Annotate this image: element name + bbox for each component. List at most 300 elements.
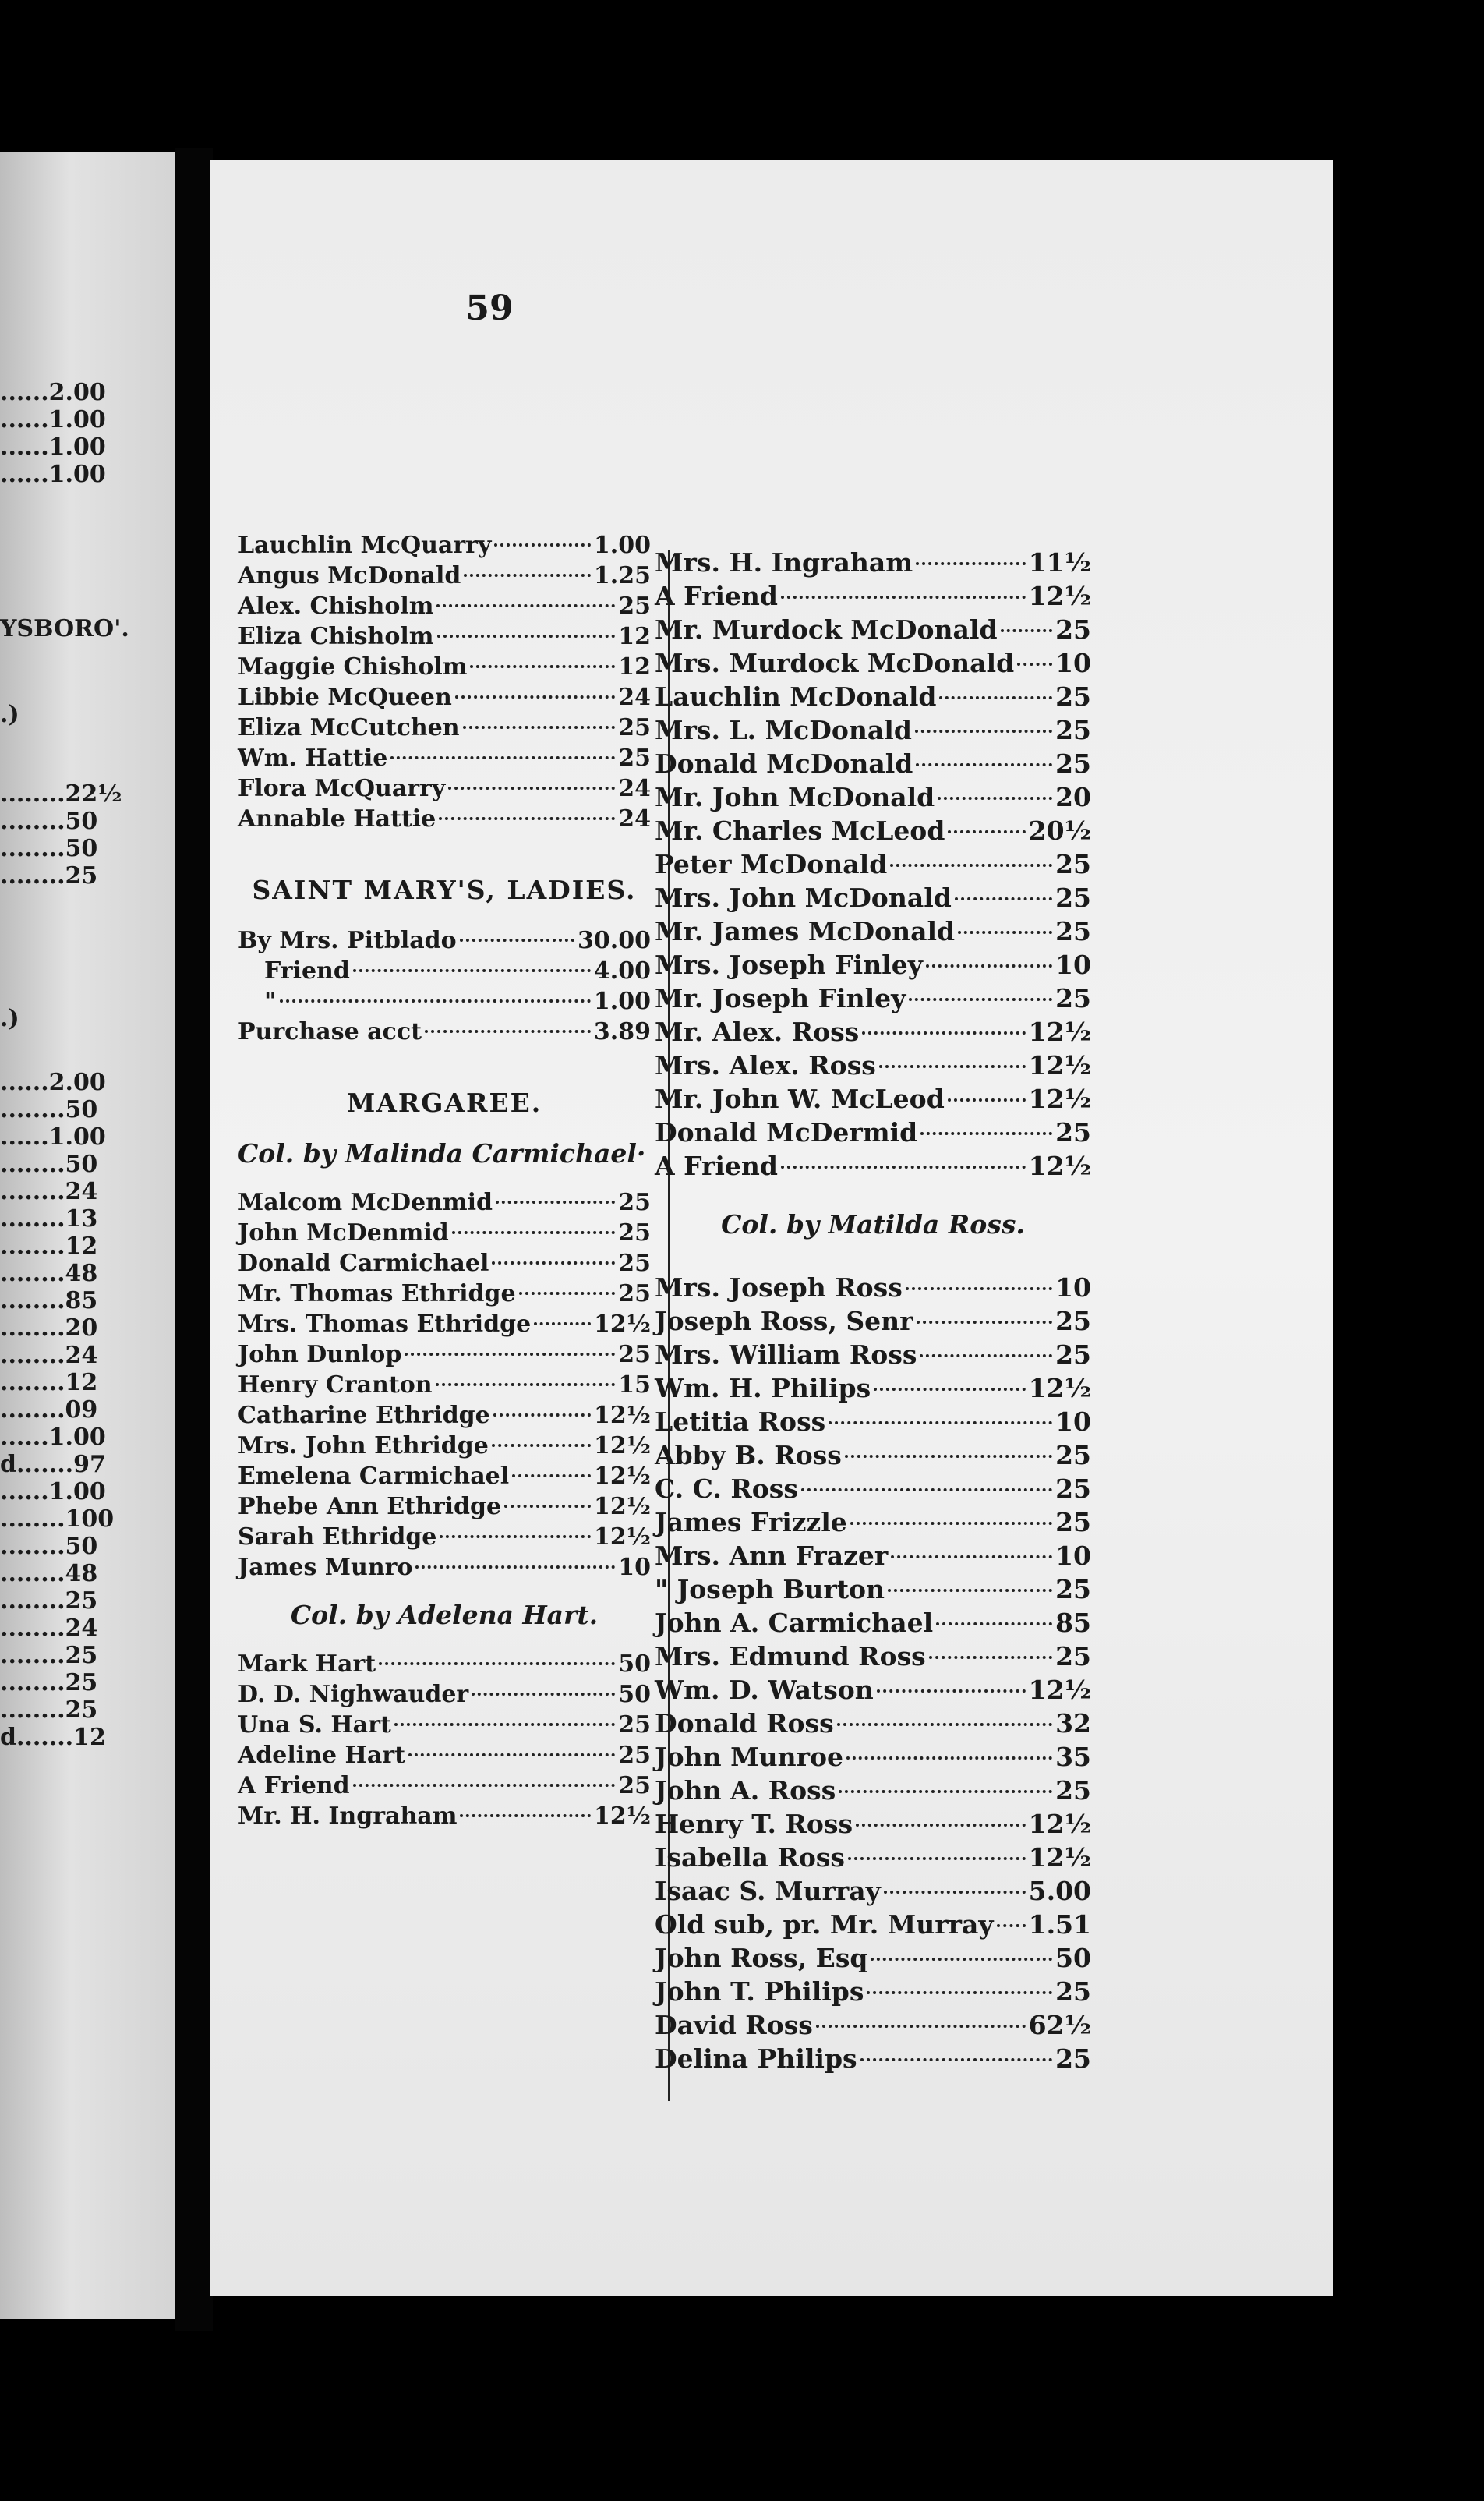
entry-amount: 4.00 bbox=[593, 957, 651, 985]
entry-name: Catharine Ethridge bbox=[238, 1402, 490, 1429]
ledger-entry bbox=[238, 925, 651, 956]
ledger-entry bbox=[655, 613, 1091, 646]
left-page-fragment-text: ......1.00 bbox=[0, 406, 106, 433]
ledger-entry bbox=[238, 1710, 651, 1740]
entry-name: John Ross, Esq bbox=[655, 1943, 868, 1973]
entry-amount: 12½ bbox=[1028, 1809, 1091, 1839]
dot-leader bbox=[492, 1444, 591, 1447]
ledger-entry bbox=[655, 1707, 1091, 1740]
ledger-entry bbox=[655, 680, 1091, 713]
entry-name: " bbox=[264, 988, 277, 1015]
ledger-entry bbox=[238, 1339, 651, 1370]
entry-amount: 25 bbox=[618, 1280, 651, 1307]
dot-leader bbox=[452, 1231, 615, 1234]
dot-leader bbox=[877, 1689, 1026, 1693]
entry-amount: 12 bbox=[618, 653, 651, 681]
dot-leader bbox=[781, 1166, 1026, 1169]
ledger-entry bbox=[238, 1461, 651, 1491]
entry-name: James Frizzle bbox=[655, 1507, 847, 1537]
entry-amount: 25 bbox=[1055, 748, 1091, 779]
ledger-entry bbox=[655, 1774, 1091, 1807]
ledger-entry bbox=[655, 1606, 1091, 1640]
dot-leader bbox=[448, 787, 615, 790]
left-page-fragment-text: d.......12 bbox=[0, 1724, 106, 1751]
left-page-fragment-text: ........12 bbox=[0, 1369, 98, 1396]
ledger-entry bbox=[655, 780, 1091, 814]
entry-name: Mr. Thomas Ethridge bbox=[238, 1280, 516, 1307]
dot-leader bbox=[455, 695, 615, 699]
entry-name: Lauchlin McDonald bbox=[655, 681, 937, 712]
left-page-fragment-text: ........25 bbox=[0, 1642, 98, 1669]
left-page-fragment-text: YSBORO'. bbox=[0, 615, 129, 642]
entry-amount: 50 bbox=[618, 1650, 651, 1678]
dot-leader bbox=[390, 756, 615, 759]
entry-amount: 25 bbox=[618, 1341, 651, 1368]
hart-list bbox=[238, 1649, 651, 1831]
entry-amount: 25 bbox=[618, 1742, 651, 1769]
entry-name: Maggie Chisholm bbox=[238, 653, 468, 681]
ledger-entry bbox=[655, 1740, 1091, 1774]
entry-amount: 12½ bbox=[593, 1463, 651, 1490]
ledger-entry bbox=[238, 1552, 651, 1583]
book-gutter bbox=[175, 148, 213, 2331]
left-page-fragment-text: ........22½ bbox=[0, 780, 122, 808]
entry-name: John Dunlop bbox=[238, 1341, 402, 1368]
entry-name: Peter McDonald bbox=[655, 849, 888, 879]
left-page-fragment-text: ........100 bbox=[0, 1505, 115, 1533]
entry-name: Henry Cranton bbox=[238, 1371, 433, 1399]
ross-list bbox=[655, 1271, 1091, 2075]
dot-leader bbox=[425, 1030, 591, 1033]
entry-amount: 50 bbox=[618, 1681, 651, 1708]
entry-name: " Joseph Burton bbox=[655, 1574, 885, 1604]
ledger-entry bbox=[655, 1338, 1091, 1371]
entry-amount: 10 bbox=[1055, 648, 1091, 678]
entry-amount: 12½ bbox=[1028, 1842, 1091, 1873]
dot-leader bbox=[405, 1353, 615, 1356]
left-page-fragment-text: ........85 bbox=[0, 1287, 98, 1314]
right-column bbox=[655, 546, 1091, 2075]
ledger-entry bbox=[238, 530, 651, 561]
left-page-fragment-text: ......2.00 bbox=[0, 379, 106, 406]
ledger-entry bbox=[655, 1304, 1091, 1338]
left-page-fragment-text: ........48 bbox=[0, 1560, 98, 1587]
left-page-fragment-text: ........20 bbox=[0, 1314, 98, 1342]
entry-amount: 25 bbox=[1055, 1976, 1091, 2007]
dot-leader bbox=[920, 1132, 1052, 1135]
entry-name: A Friend bbox=[655, 581, 778, 611]
entry-name: Libbie McQueen bbox=[238, 684, 452, 711]
ledger-entry bbox=[238, 591, 651, 621]
entry-amount: 12½ bbox=[593, 1493, 651, 1520]
entry-name: D. D. Nighwauder bbox=[238, 1681, 469, 1708]
entry-name: Mrs. John Ethridge bbox=[238, 1432, 489, 1459]
entry-amount: 25 bbox=[1055, 1339, 1091, 1370]
dot-leader bbox=[512, 1474, 591, 1477]
left-page-fragment-text: ........50 bbox=[0, 835, 98, 862]
ledger-entry bbox=[238, 1771, 651, 1801]
ledger-entry bbox=[655, 1572, 1091, 1606]
dot-leader bbox=[408, 1753, 615, 1756]
dot-leader bbox=[464, 574, 591, 577]
ledger-entry bbox=[655, 1116, 1091, 1149]
entry-name: Mrs. L. McDonald bbox=[655, 715, 912, 745]
entry-amount: 25 bbox=[618, 745, 651, 772]
dot-leader bbox=[862, 1031, 1025, 1035]
ledger-entry bbox=[655, 1807, 1091, 1841]
entry-amount: 85 bbox=[1055, 1608, 1091, 1638]
entry-name: Mr. Alex. Ross bbox=[655, 1017, 860, 1047]
dot-leader bbox=[504, 1505, 591, 1508]
entry-name: Una S. Hart bbox=[238, 1711, 391, 1739]
ledger-entry bbox=[238, 1522, 651, 1552]
ledger-entry bbox=[655, 1874, 1091, 1908]
ledger-entry bbox=[655, 1975, 1091, 2008]
entry-name: James Munro bbox=[238, 1554, 413, 1581]
entry-name: Flora McQuarry bbox=[238, 775, 446, 802]
entry-name: Donald Ross bbox=[655, 1708, 834, 1739]
left-page-fragment-text: ........50 bbox=[0, 1533, 98, 1560]
entry-name: Mr. John W. McLeod bbox=[655, 1084, 945, 1114]
ledger-entry bbox=[238, 986, 651, 1017]
left-page-fragment-text: ........13 bbox=[0, 1205, 98, 1233]
group-right-top bbox=[655, 546, 1091, 1183]
entry-name: Wm. H. Philips bbox=[655, 1373, 871, 1403]
entry-amount: 12½ bbox=[1028, 1017, 1091, 1047]
dot-leader bbox=[856, 1824, 1026, 1827]
entry-amount: 25 bbox=[618, 1219, 651, 1247]
entry-name: Mrs. John McDonald bbox=[655, 883, 952, 913]
entry-name: Angus McDonald bbox=[238, 562, 461, 589]
dot-leader bbox=[1001, 629, 1053, 632]
entry-amount: 25 bbox=[1055, 916, 1091, 946]
entry-amount: 12½ bbox=[1028, 581, 1091, 611]
margaree-heading: MARGAREE. bbox=[346, 1088, 542, 1118]
left-page-fragment-text: ........50 bbox=[0, 1096, 98, 1123]
left-page-fragment-text: ......1.00 bbox=[0, 1478, 106, 1505]
dot-leader bbox=[493, 1413, 591, 1417]
entry-name: Mr. Joseph Finley bbox=[655, 983, 906, 1013]
entry-name: Phebe Ann Ethridge bbox=[238, 1493, 502, 1520]
dot-leader bbox=[816, 2025, 1026, 2028]
dot-leader bbox=[890, 864, 1052, 867]
entry-amount: 15 bbox=[618, 1371, 651, 1399]
entry-name: C. C. Ross bbox=[655, 1473, 798, 1504]
entry-amount: 10 bbox=[1055, 1406, 1091, 1437]
left-page-fragment-text: ......2.00 bbox=[0, 1069, 106, 1096]
dot-leader bbox=[909, 998, 1052, 1001]
entry-amount: 32 bbox=[1055, 1708, 1091, 1739]
ledger-entry bbox=[655, 1941, 1091, 1975]
entry-amount: 25 bbox=[1055, 681, 1091, 712]
ledger-entry bbox=[238, 1491, 651, 1522]
entry-name: Mr. James McDonald bbox=[655, 916, 956, 946]
left-page-fragment-text: ........09 bbox=[0, 1396, 98, 1424]
entry-amount: 25 bbox=[1055, 1574, 1091, 1604]
ledger-entry bbox=[238, 1370, 651, 1400]
entry-name: Adeline Hart bbox=[238, 1742, 405, 1769]
dot-leader bbox=[891, 1555, 1052, 1558]
left-page-fragment-text: .) bbox=[0, 1005, 19, 1032]
dot-leader bbox=[439, 817, 615, 820]
ledger-entry bbox=[238, 682, 651, 713]
left-page-fragment bbox=[0, 152, 175, 2319]
dot-leader bbox=[848, 1857, 1026, 1860]
ledger-entry bbox=[655, 2008, 1091, 2042]
dot-leader bbox=[280, 999, 591, 1003]
left-page-fragment-text: ........25 bbox=[0, 1696, 98, 1724]
left-page-fragment-text: ........24 bbox=[0, 1615, 98, 1642]
dot-leader bbox=[871, 1958, 1052, 1961]
ledger-entry bbox=[655, 1472, 1091, 1505]
entry-amount: 35 bbox=[1055, 1742, 1091, 1772]
ledger-entry bbox=[238, 1649, 651, 1679]
ledger-entry bbox=[655, 1505, 1091, 1539]
dot-leader bbox=[353, 969, 591, 972]
dot-leader bbox=[437, 635, 616, 638]
entry-amount: 20 bbox=[1055, 782, 1091, 812]
entry-amount: 25 bbox=[1055, 1473, 1091, 1504]
ledger-entry bbox=[655, 747, 1091, 780]
entry-name: Eliza Chisholm bbox=[238, 623, 434, 650]
ledger-entry bbox=[655, 1908, 1091, 1941]
entry-name: Friend bbox=[264, 957, 350, 985]
entry-name: Abby B. Ross bbox=[655, 1440, 842, 1470]
ledger-entry bbox=[238, 561, 651, 591]
dot-leader bbox=[394, 1723, 615, 1726]
dot-leader bbox=[916, 763, 1052, 766]
ledger-entry bbox=[655, 1371, 1091, 1405]
ledger-entry bbox=[238, 1187, 651, 1218]
entry-name: Isaac S. Murray bbox=[655, 1876, 881, 1906]
entry-amount: 12½ bbox=[1028, 1050, 1091, 1081]
left-page-fragment-text: ........24 bbox=[0, 1178, 98, 1205]
entry-name: Alex. Chisholm bbox=[238, 593, 434, 620]
entry-amount: 25 bbox=[618, 593, 651, 620]
entry-name: Isabella Ross bbox=[655, 1842, 846, 1873]
ledger-entry bbox=[655, 1841, 1091, 1874]
ledger-entry bbox=[238, 1017, 651, 1047]
entry-amount: 12½ bbox=[593, 1311, 651, 1338]
ledger-entry bbox=[655, 814, 1091, 847]
entry-amount: 50 bbox=[1055, 1943, 1091, 1973]
dot-leader bbox=[492, 1261, 615, 1265]
entry-amount: 25 bbox=[1055, 849, 1091, 879]
dot-leader bbox=[955, 897, 1052, 900]
dot-leader bbox=[1017, 663, 1052, 666]
entry-amount: 25 bbox=[1055, 715, 1091, 745]
hart-heading: Col. by Adelena Hart. bbox=[290, 1600, 599, 1630]
dot-leader bbox=[948, 1098, 1026, 1102]
entry-name: John McDenmid bbox=[238, 1219, 449, 1247]
left-page-fragment-text: ......1.00 bbox=[0, 1424, 106, 1451]
dot-leader bbox=[436, 1383, 616, 1386]
entry-name: Joseph Ross, Senr bbox=[655, 1306, 913, 1336]
entry-amount: 12½ bbox=[1028, 1151, 1091, 1181]
entry-amount: 3.89 bbox=[593, 1018, 651, 1045]
entry-name: Mrs. William Ross bbox=[655, 1339, 917, 1370]
ledger-entry bbox=[238, 1400, 651, 1431]
dot-leader bbox=[460, 1814, 591, 1817]
saint-marys-heading: SAINT MARY'S, LADIES. bbox=[252, 875, 637, 905]
entry-amount: 24 bbox=[618, 805, 651, 833]
dot-leader bbox=[379, 1662, 615, 1665]
entry-name: Mr. Murdock McDonald bbox=[655, 614, 998, 645]
entry-amount: 12½ bbox=[593, 1523, 651, 1551]
dot-leader bbox=[884, 1891, 1026, 1894]
dot-leader bbox=[939, 696, 1052, 699]
entry-amount: 12½ bbox=[593, 1802, 651, 1830]
dot-leader bbox=[519, 1292, 616, 1295]
group-left-top bbox=[238, 530, 651, 834]
entry-amount: 25 bbox=[1055, 1641, 1091, 1671]
ledger-entry bbox=[238, 1801, 651, 1831]
ledger-entry bbox=[655, 1049, 1091, 1082]
dot-leader bbox=[874, 1388, 1025, 1391]
entry-name: John A. Ross bbox=[655, 1775, 836, 1806]
dot-leader bbox=[846, 1756, 1052, 1760]
entry-amount: 11½ bbox=[1028, 547, 1091, 578]
entry-amount: 25 bbox=[1055, 1117, 1091, 1148]
entry-amount: 30.00 bbox=[578, 927, 651, 954]
ledger-entry bbox=[655, 579, 1091, 613]
entry-amount: 1.00 bbox=[593, 988, 651, 1015]
dot-leader bbox=[920, 1354, 1052, 1357]
entry-name: Letitia Ross bbox=[655, 1406, 826, 1437]
entry-name: Mr. H. Ingraham bbox=[238, 1802, 458, 1830]
entry-amount: 25 bbox=[1055, 983, 1091, 1013]
ledger-entry bbox=[238, 1679, 651, 1710]
dot-leader bbox=[801, 1488, 1052, 1491]
entry-amount: 25 bbox=[1055, 1306, 1091, 1336]
entry-name: Delina Philips bbox=[655, 2043, 857, 2074]
entry-amount: 12½ bbox=[593, 1402, 651, 1429]
entry-amount: 25 bbox=[618, 714, 651, 741]
dot-leader bbox=[958, 931, 1052, 934]
entry-amount: 24 bbox=[618, 684, 651, 711]
entry-amount: 12 bbox=[618, 623, 651, 650]
ledger-entry bbox=[655, 881, 1091, 914]
ledger-entry bbox=[655, 2042, 1091, 2075]
dot-leader bbox=[906, 1287, 1052, 1290]
ledger-entry bbox=[655, 982, 1091, 1015]
entry-name: Wm. D. Watson bbox=[655, 1675, 874, 1705]
dot-leader bbox=[494, 543, 591, 547]
entry-name: Mrs. Ann Frazer bbox=[655, 1541, 889, 1571]
dot-leader bbox=[915, 730, 1052, 733]
entry-name: A Friend bbox=[655, 1151, 778, 1181]
dot-leader bbox=[938, 797, 1052, 800]
entry-name: John T. Philips bbox=[655, 1976, 864, 2007]
ledger-entry bbox=[655, 713, 1091, 747]
entry-name: Henry T. Ross bbox=[655, 1809, 853, 1839]
entry-name: Mr. Charles McLeod bbox=[655, 815, 945, 846]
entry-amount: 25 bbox=[1055, 1775, 1091, 1806]
entry-name: Old sub, pr. Mr. Murray bbox=[655, 1909, 994, 1940]
entry-name: John A. Carmichael bbox=[655, 1608, 934, 1638]
left-page-fragment-text: ........24 bbox=[0, 1342, 98, 1369]
entry-amount: 10 bbox=[1055, 1272, 1091, 1303]
entry-name: Wm. Hattie bbox=[238, 745, 388, 772]
dot-leader bbox=[867, 1991, 1052, 1994]
left-page-fragment-text: d.......97 bbox=[0, 1451, 106, 1478]
ledger-entry bbox=[655, 1271, 1091, 1304]
ledger-entry bbox=[238, 1248, 651, 1279]
entry-name: Annable Hattie bbox=[238, 805, 436, 833]
entry-name: Lauchlin McQuarry bbox=[238, 532, 492, 559]
entry-name: Mrs. H. Ingraham bbox=[655, 547, 913, 578]
ledger-entry bbox=[655, 1640, 1091, 1673]
ledger-entry bbox=[655, 1082, 1091, 1116]
entry-name: Mrs. Thomas Ethridge bbox=[238, 1311, 532, 1338]
entry-name: Sarah Ethridge bbox=[238, 1523, 437, 1551]
entry-name: Malcom McDenmid bbox=[238, 1189, 493, 1216]
entry-amount: 5.00 bbox=[1028, 1876, 1091, 1906]
dot-leader bbox=[839, 1790, 1052, 1793]
left-page-fragment-text: ......1.00 bbox=[0, 1123, 106, 1151]
entry-amount: 12½ bbox=[593, 1432, 651, 1459]
left-page-fragment-text: ......1.00 bbox=[0, 461, 106, 488]
ledger-entry bbox=[238, 956, 651, 986]
entry-name: John Munroe bbox=[655, 1742, 844, 1772]
entry-amount: 12½ bbox=[1028, 1675, 1091, 1705]
dot-leader bbox=[496, 1201, 615, 1204]
ross-heading: Col. by Matilda Ross. bbox=[721, 1209, 1025, 1240]
entry-amount: 24 bbox=[618, 775, 651, 802]
ledger-entry bbox=[238, 773, 651, 804]
entry-amount: 25 bbox=[618, 1250, 651, 1277]
left-page-fragment-text: .) bbox=[0, 701, 19, 728]
dot-leader bbox=[534, 1322, 591, 1325]
entry-amount: 12½ bbox=[1028, 1084, 1091, 1114]
dot-leader bbox=[470, 665, 615, 668]
carmichael-list bbox=[238, 1187, 651, 1583]
left-page-fragment-text: ......1.00 bbox=[0, 433, 106, 461]
ledger-entry bbox=[238, 804, 651, 834]
entry-amount: 1.00 bbox=[593, 532, 651, 559]
entry-amount: 1.25 bbox=[593, 562, 651, 589]
entry-amount: 25 bbox=[1055, 1440, 1091, 1470]
entry-amount: 10 bbox=[618, 1554, 651, 1581]
ledger-entry bbox=[655, 1405, 1091, 1438]
dot-leader bbox=[415, 1565, 615, 1569]
entry-name: Mr. John McDonald bbox=[655, 782, 935, 812]
dot-leader bbox=[879, 1065, 1026, 1068]
ledger-entry bbox=[655, 1673, 1091, 1707]
left-page-fragment-text: ........25 bbox=[0, 862, 98, 890]
entry-name: Mrs. Joseph Ross bbox=[655, 1272, 903, 1303]
left-page-fragment-text: ........25 bbox=[0, 1587, 98, 1615]
ledger-entry bbox=[238, 1279, 651, 1309]
dot-leader bbox=[997, 1924, 1026, 1927]
entry-name: Donald McDonald bbox=[655, 748, 913, 779]
dot-leader bbox=[888, 1589, 1052, 1592]
entry-amount: 62½ bbox=[1028, 2010, 1091, 2040]
ledger-entry bbox=[238, 1309, 651, 1339]
left-page-fragment-text: ........12 bbox=[0, 1233, 98, 1260]
ledger-entry bbox=[238, 1431, 651, 1461]
dot-leader bbox=[781, 596, 1026, 599]
ledger-entry bbox=[655, 1149, 1091, 1183]
ledger-entry bbox=[238, 713, 651, 743]
entry-name: Eliza McCutchen bbox=[238, 714, 460, 741]
entry-name: Mrs. Edmund Ross bbox=[655, 1641, 926, 1671]
dot-leader bbox=[436, 604, 615, 607]
entry-name: By Mrs. Pitblado bbox=[238, 927, 457, 954]
entry-amount: 20½ bbox=[1028, 815, 1091, 846]
entry-name: Mrs. Murdock McDonald bbox=[655, 648, 1015, 678]
dot-leader bbox=[829, 1421, 1052, 1424]
